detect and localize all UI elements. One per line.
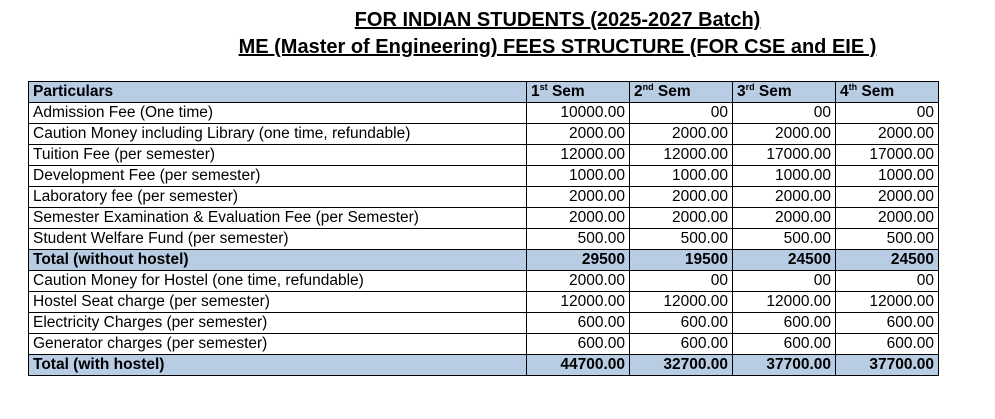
cell-sem4: 2000.00 [836, 208, 939, 229]
cell-sem1: 10000.00 [527, 103, 630, 124]
cell-particular: Generator charges (per semester) [29, 334, 527, 355]
cell-sem3: 24500 [733, 250, 836, 271]
cell-particular: Tuition Fee (per semester) [29, 145, 527, 166]
cell-sem1: 2000.00 [527, 208, 630, 229]
column-header-sem3: 3rd Sem [733, 82, 836, 103]
column-header-sem4: 4th Sem [836, 82, 939, 103]
table-row [29, 166, 939, 187]
cell-sem3: 2000.00 [733, 124, 836, 145]
cell-sem4: 1000.00 [836, 166, 939, 187]
cell-sem4: 37700.00 [836, 355, 939, 376]
cell-sem2: 12000.00 [630, 292, 733, 313]
cell-sem2: 600.00 [630, 334, 733, 355]
cell-sem3: 2000.00 [733, 187, 836, 208]
table-row [29, 103, 939, 124]
cell-sem4: 00 [836, 271, 939, 292]
cell-particular: Hostel Seat charge (per semester) [29, 292, 527, 313]
cell-sem4: 2000.00 [836, 124, 939, 145]
cell-particular: Total (without hostel) [29, 250, 527, 271]
page-subtitle: ME (Master of Engineering) FEES STRUCTURE (FOR CSE and EIE ) [238, 36, 877, 58]
cell-sem1: 600.00 [527, 334, 630, 355]
cell-sem4: 24500 [836, 250, 939, 271]
fees-table [28, 81, 939, 376]
cell-sem1: 2000.00 [527, 271, 630, 292]
cell-sem2: 1000.00 [630, 166, 733, 187]
cell-sem3: 600.00 [733, 334, 836, 355]
cell-sem2: 2000.00 [630, 208, 733, 229]
cell-sem3: 500.00 [733, 229, 836, 250]
table-header-row [29, 82, 939, 103]
cell-sem4: 17000.00 [836, 145, 939, 166]
cell-sem2: 12000.00 [630, 145, 733, 166]
cell-sem1: 1000.00 [527, 166, 630, 187]
cell-sem2: 2000.00 [630, 124, 733, 145]
column-header-particulars: Particulars [29, 82, 527, 103]
cell-sem3: 600.00 [733, 313, 836, 334]
cell-sem1: 44700.00 [527, 355, 630, 376]
cell-sem4: 2000.00 [836, 187, 939, 208]
cell-sem4: 600.00 [836, 334, 939, 355]
table-row [29, 145, 939, 166]
table-row [29, 334, 939, 355]
cell-particular: Student Welfare Fund (per semester) [29, 229, 527, 250]
cell-particular: Development Fee (per semester) [29, 166, 527, 187]
cell-sem1: 12000.00 [527, 145, 630, 166]
cell-sem1: 29500 [527, 250, 630, 271]
cell-sem1: 2000.00 [527, 187, 630, 208]
cell-sem2: 500.00 [630, 229, 733, 250]
cell-sem3: 17000.00 [733, 145, 836, 166]
cell-particular: Laboratory fee (per semester) [29, 187, 527, 208]
table-row [29, 208, 939, 229]
cell-sem3: 00 [733, 103, 836, 124]
cell-sem3: 12000.00 [733, 292, 836, 313]
column-header-sem2: 2nd Sem [630, 82, 733, 103]
cell-sem1: 600.00 [527, 313, 630, 334]
cell-particular: Semester Examination & Evaluation Fee (per Semester) [29, 208, 527, 229]
table-row [29, 271, 939, 292]
total-row-without-hostel [29, 250, 939, 271]
cell-sem1: 2000.00 [527, 124, 630, 145]
table-row [29, 187, 939, 208]
cell-sem2: 19500 [630, 250, 733, 271]
cell-sem2: 32700.00 [630, 355, 733, 376]
table-row [29, 229, 939, 250]
cell-sem3: 00 [733, 271, 836, 292]
cell-sem1: 500.00 [527, 229, 630, 250]
cell-sem4: 600.00 [836, 313, 939, 334]
table-row [29, 124, 939, 145]
cell-sem3: 2000.00 [733, 208, 836, 229]
cell-particular: Admission Fee (One time) [29, 103, 527, 124]
cell-particular: Electricity Charges (per semester) [29, 313, 527, 334]
cell-particular: Caution Money for Hostel (one time, refundable) [29, 271, 527, 292]
cell-sem2: 600.00 [630, 313, 733, 334]
table-row [29, 292, 939, 313]
cell-sem4: 12000.00 [836, 292, 939, 313]
cell-particular: Total (with hostel) [29, 355, 527, 376]
cell-sem4: 00 [836, 103, 939, 124]
table-row [29, 313, 939, 334]
total-row-with-hostel [29, 355, 939, 376]
cell-sem2: 00 [630, 271, 733, 292]
cell-sem3: 37700.00 [733, 355, 836, 376]
cell-sem1: 12000.00 [527, 292, 630, 313]
cell-sem2: 2000.00 [630, 187, 733, 208]
cell-particular: Caution Money including Library (one time, refundable) [29, 124, 527, 145]
cell-sem4: 500.00 [836, 229, 939, 250]
cell-sem3: 1000.00 [733, 166, 836, 187]
column-header-sem1: 1st Sem [527, 82, 630, 103]
cell-sem2: 00 [630, 103, 733, 124]
page-title: FOR INDIAN STUDENTS (2025-2027 Batch) [354, 9, 761, 31]
